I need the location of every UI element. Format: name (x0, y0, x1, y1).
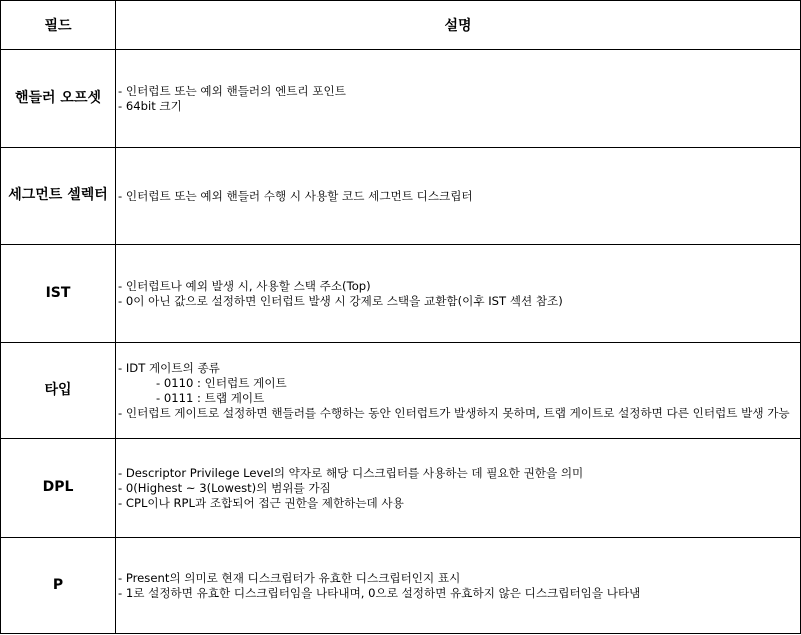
table-row (1, 148, 801, 245)
field-name: P (1, 538, 116, 634)
field-description (116, 343, 801, 439)
description-line: - Descriptor Privilege Level의 약자로 해당 디스크립터를 사용하는 데 필요한 권한을 의미 (118, 465, 584, 480)
description-line: - 인터럽트 게이트로 설정하면 핸들러를 수행하는 동안 인터럽트가 발생하지 못하며, 트랩 게이트로 설정하면 다른 인터럽트 발생 가능 (118, 405, 790, 420)
table-row (1, 245, 801, 343)
description-line: - 인터럽트 또는 예외 핸들러 수행 시 사용할 코드 세그먼트 디스크립터 (118, 188, 473, 203)
description-line: - 1로 설정하면 유효한 디스크립터임을 나타내며, 0으로 설정하면 유효하지 않은 디스크립터임을 나타냄 (118, 585, 641, 600)
description-line: - 인터럽트나 예외 발생 시, 사용할 스택 주소(Top) (118, 278, 371, 293)
table-row (1, 439, 801, 538)
field-description (116, 439, 801, 538)
field-name: IST (1, 245, 116, 343)
description-subline: - 0110 : 인터럽트 게이트 (156, 375, 287, 390)
field-description (116, 538, 801, 634)
table-header-row (1, 1, 801, 50)
description-line: - 0이 아닌 값으로 설정하면 인터럽트 발생 시 강제로 스택을 교환함(이후 IST 섹션 참조) (118, 293, 563, 308)
description-subline: - 0111 : 트랩 게이트 (156, 390, 265, 405)
field-description (116, 50, 801, 148)
field-name: 세그먼트 셀렉터 (1, 148, 116, 245)
header-description: 설명 (116, 1, 801, 50)
field-description (116, 148, 801, 245)
table-row (1, 343, 801, 439)
field-name: DPL (1, 439, 116, 538)
description-line: - 인터럽트 또는 예외 핸들러의 엔트리 포인트 (118, 83, 346, 98)
table-row (1, 538, 801, 634)
field-name: 핸들러 오프셋 (1, 50, 116, 148)
header-field: 필드 (1, 1, 116, 50)
field-description (116, 245, 801, 343)
description-line: - CPL이나 RPL과 조합되어 접근 권한을 제한하는데 사용 (118, 495, 404, 510)
table-row (1, 50, 801, 148)
description-line: - 0(Highest ~ 3(Lowest)의 범위를 가짐 (118, 480, 331, 495)
field-name: 타입 (1, 343, 116, 439)
description-line: - Present의 의미로 현재 디스크립터가 유효한 디스크립터인지 표시 (118, 570, 461, 585)
description-line: - IDT 게이트의 종류 (118, 360, 220, 375)
description-line: - 64bit 크기 (118, 98, 182, 113)
